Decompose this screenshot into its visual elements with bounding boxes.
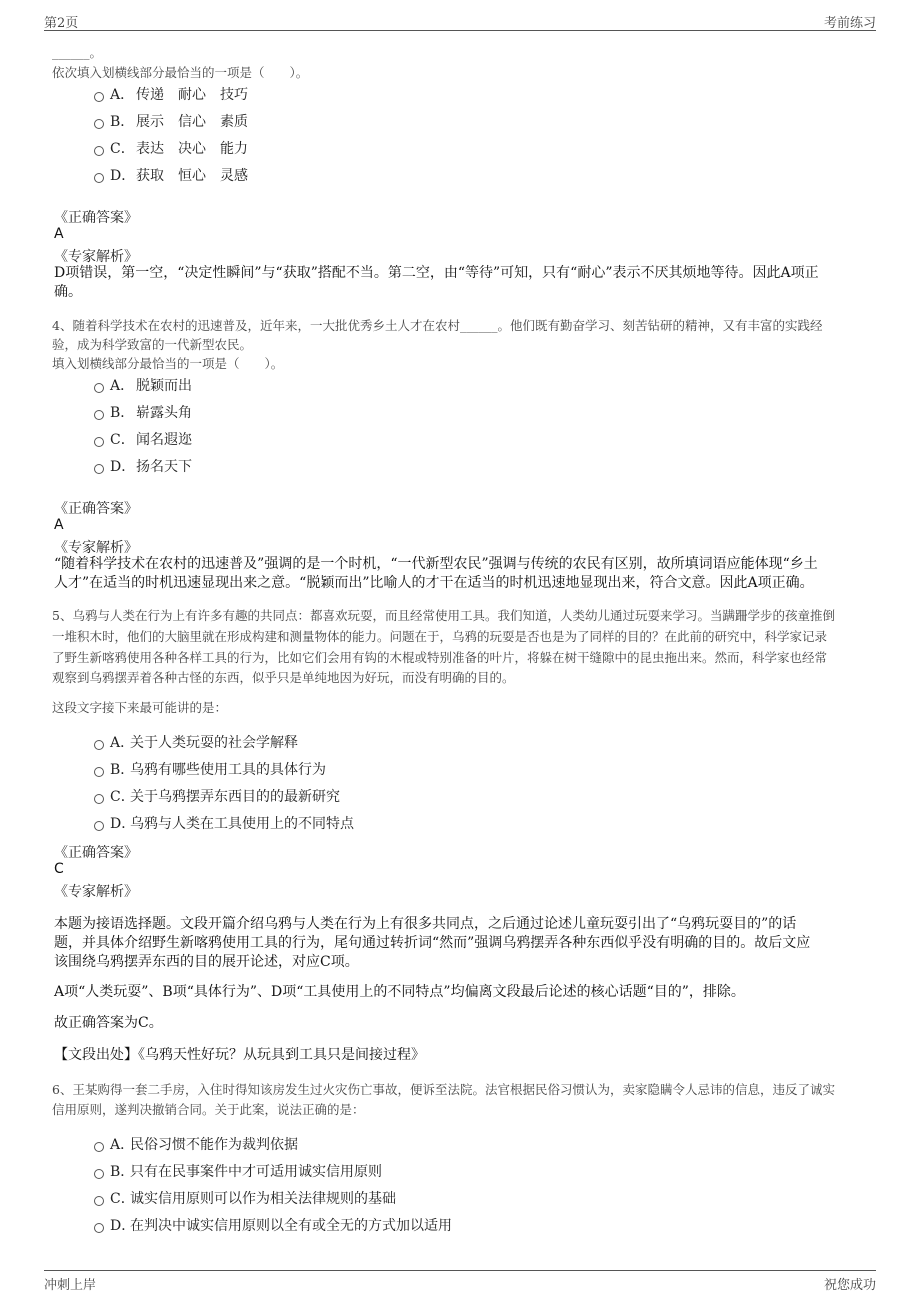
q5-analysis-p1-line-2: 题，并具体介绍野生新喀鸦使用工具的行为，尾句通过转折词“然而”强调乌鸦摆弄各种东西似乎没有明确的目的。故后文应 [54, 935, 811, 951]
q3-answer-label: 《正确答案》 [54, 210, 138, 226]
q5-stem-line-4: 观察到乌鸦摆弄着各种古怪的东西，似乎只是单纯地因为好玩，而没有明确的目的。 [52, 670, 515, 685]
q4-option-b[interactable]: B． 崭露头角 [94, 402, 192, 422]
q5-option-c[interactable]: C．关于乌鸦摆弄东西目的的最新研究 [94, 786, 340, 806]
radio-icon[interactable] [94, 821, 104, 831]
q3-answer: A [54, 226, 64, 242]
q6-option-a[interactable]: A．民俗习惯不能作为裁判依据 [94, 1134, 298, 1154]
q4-stem-line-2: 验，成为科学致富的一代新型农民。 [52, 337, 253, 352]
radio-icon[interactable] [94, 119, 104, 129]
radio-icon[interactable] [94, 740, 104, 750]
q5-stem-line-1: 5、乌鸦与人类在行为上有许多有趣的共同点：都喜欢玩耍，而且经常使用工具。我们知道，人类幼儿通过玩耍来学习。当蹒跚学步的孩童推倒 [52, 608, 835, 623]
q3-option-c[interactable]: C．表达 决心 能力 [94, 138, 262, 158]
q6-stem-line-1: 6、王某购得一套二手房，入住时得知该房发生过火灾伤亡事故，便诉至法院。法官根据民俗习惯认为，卖家隐瞒令人忌讳的信息，违反了诚实 [52, 1082, 835, 1097]
q5-analysis-p1-line-1: 本题为接语选择题。文段开篇介绍乌鸦与人类在行为上有很多共同点，之后通过论述儿童玩耍引出了“乌鸦玩耍目的”的话 [54, 916, 797, 932]
q5-stem-line-3: 了野生新喀鸦使用各种各样工具的行为，比如它们会用有钩的木棍或特别准备的叶片，将躲在树干缝隙中的昆虫拖出来。然而，科学家也经常 [52, 650, 828, 665]
page-footer [44, 1270, 876, 1293]
q5-analysis-p1-line-3: 该围绕乌鸦摆弄东西的目的展开论述，对应C项。 [54, 954, 359, 970]
q5-stem-line-2: 一堆积木时，他们的大脑里就在形成构建和测量物体的能力。问题在于，乌鸦的玩耍是否也是为了同样的目的？在此前的研究中，科学家记录 [52, 629, 828, 644]
q3-option-b[interactable]: B． 展示 信心 素质 [94, 111, 262, 131]
q3-analysis-line-2: 确。 [54, 284, 82, 300]
q6-option-c[interactable]: C．诚实信用原则可以作为相关法律规则的基础 [94, 1188, 396, 1208]
q4-analysis-label: 《专家解析》 [54, 540, 138, 556]
radio-icon[interactable] [94, 1223, 104, 1233]
radio-icon[interactable] [94, 767, 104, 777]
header-title: 考前练习 [823, 16, 876, 31]
q5-source: 【文段出处】《乌鸦天性好玩？从玩具到工具只是间接过程》 [54, 1047, 425, 1063]
footer-left-text: 冲刺上岸 [44, 1278, 97, 1293]
q3-analysis-line-1: D项错误，第一空，“决定性瞬间”与“获取”搭配不当。第二空，由“等待”可知，只有“耐心”表示不厌其烦地等待。因此A项正 [54, 265, 819, 281]
q4-option-a[interactable]: A． 脱颖而出 [94, 375, 192, 395]
q4-stem-line-1: 4、随着科学技术在农村的迅速普及，近年来，一大批优秀乡土人才在农村______。他们既有勤奋学习、刻苦钻研的精神，又有丰富的实践经 [52, 318, 823, 333]
q3-option-a[interactable]: A． 传递 耐心 技巧 [94, 84, 262, 104]
radio-icon[interactable] [94, 437, 104, 447]
q5-answer-label: 《正确答案》 [54, 845, 138, 861]
footer-right-text: 祝您成功 [823, 1278, 876, 1293]
q5-analysis-label: 《专家解析》 [54, 884, 138, 900]
page-number: 第2页 [44, 16, 79, 31]
q6-option-b[interactable]: B．只有在民事案件中才可适用诚实信用原则 [94, 1161, 382, 1181]
q4-prompt: 填入划横线部分最恰当的一项是（ ）。 [52, 356, 284, 371]
q5-analysis-p3: 故正确答案为C。 [54, 1015, 163, 1031]
q6-stem-line-2: 信用原则，遂判决撤销合同。关于此案，说法正确的是： [52, 1102, 365, 1117]
radio-icon[interactable] [94, 1169, 104, 1179]
q5-analysis-p2: A项“人类玩耍”、B项“具体行为”、D项“工具使用上的不同特点”均偏离文段最后论述的核心话题“目的”，排除。 [54, 984, 745, 1000]
q5-prompt: 这段文字接下来最可能讲的是： [52, 700, 228, 715]
q3-blank-line: ______。 [52, 45, 103, 60]
radio-icon[interactable] [94, 1196, 104, 1206]
q3-prompt: 依次填入划横线部分最恰当的一项是（ ）。 [52, 65, 309, 80]
radio-icon[interactable] [94, 410, 104, 420]
radio-icon[interactable] [94, 1142, 104, 1152]
q5-option-a[interactable]: A．关于人类玩耍的社会学解释 [94, 732, 298, 752]
radio-icon[interactable] [94, 794, 104, 804]
q5-option-b[interactable]: B．乌鸦有哪些使用工具的具体行为 [94, 759, 326, 779]
radio-icon[interactable] [94, 173, 104, 183]
q3-option-d[interactable]: D．获取 恒心 灵感 [94, 165, 262, 185]
q4-option-c[interactable]: C．闻名遐迩 [94, 429, 192, 449]
page-header [44, 10, 876, 31]
q4-answer-label: 《正确答案》 [54, 501, 138, 517]
q3-analysis-label: 《专家解析》 [54, 249, 138, 265]
q5-option-d[interactable]: D．乌鸦与人类在工具使用上的不同特点 [94, 813, 354, 833]
q4-option-d[interactable]: D．扬名天下 [94, 456, 192, 476]
radio-icon[interactable] [94, 92, 104, 102]
q4-analysis-line-2: 人才”在适当的时机迅速显现出来之意。“脱颖而出”比喻人的才干在适当的时机迅速地显现出来，符合文意。因此A项正确。 [54, 575, 814, 591]
q4-analysis-line-1: “随着科学技术在农村的迅速普及”强调的是一个时机，“一代新型农民”强调与传统的农民有区别，故所填词语应能体现“乡土 [54, 556, 818, 572]
radio-icon[interactable] [94, 383, 104, 393]
q6-option-d[interactable]: D．在判决中诚实信用原则以全有或全无的方式加以适用 [94, 1215, 452, 1235]
q4-answer: A [54, 517, 64, 533]
radio-icon[interactable] [94, 464, 104, 474]
radio-icon[interactable] [94, 146, 104, 156]
q5-answer: C [54, 861, 64, 877]
